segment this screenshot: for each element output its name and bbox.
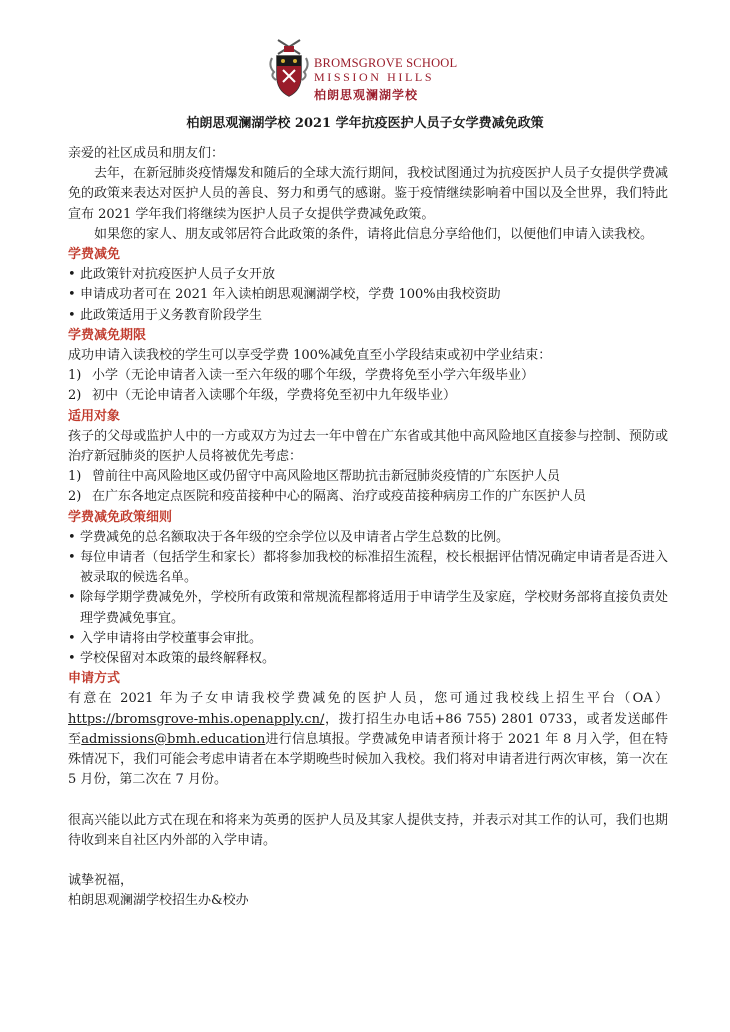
- bullet-icon: •: [68, 590, 76, 606]
- list-item: • 此政策适用于义务教育阶段学生: [68, 306, 668, 326]
- bullet-icon: •: [68, 630, 76, 646]
- section-heading-eligibility: 适用对象: [68, 408, 121, 424]
- document-title: 柏朗思观澜湖学校 2021 学年抗疫医护人员子女学费减免政策: [186, 116, 544, 131]
- section-intro: 成功申请入读我校的学生可以享受学费 100%减免直至小学段结束或初中学业结束：: [68, 348, 552, 364]
- bullet-icon: •: [68, 287, 76, 303]
- spacer: [68, 851, 668, 871]
- application-paragraph: 有意在 2021 年为子女申请我校学费减免的医护人员，您可通过我校线上招生平台（OA）https://bromsgrove-mhis.openapply.cn/，拨打招生办电话+86 755) 2801 0733，或者发送邮件至admissions@bmh.education进行信息填报。学费减免申请者预计将于 2021 年 8 月入学，但在特殊情况下，我们可能会考虑申请者在本学期晚些时候加入我校。我们将对申请者进行两次审核，第一次在 5 月份，第二次在 7 月份。: [68, 691, 668, 788]
- signoff: 诚挚祝福，: [68, 872, 134, 888]
- section-heading-tuition-waiver: 学费减免: [68, 247, 121, 263]
- bullet-icon: •: [68, 651, 76, 667]
- list-item: • 申请成功者可在 2021 年入读柏朗思观澜湖学校，学费 100%由我校资助: [68, 285, 668, 305]
- closing-paragraph: 很高兴能以此方式在现在和将来为英勇的医护人员及其家人提供支持，并表示对其工作的认可，我们也期待收到来自社区内外部的入学申请。: [68, 812, 668, 848]
- bullet-icon: •: [68, 529, 76, 545]
- school-logo: [268, 36, 488, 106]
- paragraph-share: 如果您的家人、朋友或邻居符合此政策的条件，请将此信息分享给他们，以便他们申请入读我校。: [94, 226, 654, 242]
- section-heading-how-to-apply: 申请方式: [68, 671, 121, 687]
- signature: 柏朗思观澜湖学校招生办&校办: [68, 893, 249, 909]
- document-body: [68, 144, 668, 911]
- bullet-icon: •: [68, 307, 76, 323]
- school-crest-icon: [268, 36, 310, 98]
- list-item: • 学校保留对本政策的最终解释权。: [68, 649, 668, 669]
- school-name-cn: 柏朗思观澜湖学校: [314, 88, 419, 102]
- school-name-en-line2: MISSION HILLS: [314, 70, 435, 84]
- list-item: 1) 曾前往中高风险地区或仍留守中高风险地区帮助抗击新冠肺炎疫情的广东医护人员: [68, 469, 561, 485]
- section-heading-waiver-period: 学费减免期限: [68, 327, 147, 343]
- list-item: • 除每学期学费减免外，学校所有政策和常规流程都将适用于申请学生及家庭，学校财务部将直接负责处理学费减免事宜。: [68, 590, 668, 626]
- school-name-en-line1: BROMSGROVE SCHOOL: [314, 56, 458, 70]
- list-item: • 入学申请将由学校董事会审批。: [68, 629, 668, 649]
- list-item: 2) 初中（无论申请者入读哪个年级，学费将免至初中九年级毕业）: [68, 388, 457, 404]
- section-heading-policy-details: 学费减免政策细则: [68, 509, 173, 525]
- bullet-icon: •: [68, 267, 76, 283]
- list-item: 2) 在广东各地定点医院和疫苗接种中心的隔离、治疗或疫苗接种病房工作的广东医护人员: [68, 489, 587, 505]
- paragraph-intro: 去年，在新冠肺炎疫情爆发和随后的全球大流行期间，我校试图通过为抗疫医护人员子女提供学费减免的政策来表达对医护人员的善良、努力和勇气的感谢。鉴于疫情继续影响着中国以及全世界，我们特此宣布 2021 学年我们将继续为医护人员子女提供学费减免政策。: [68, 166, 668, 222]
- section-intro: 孩子的父母或监护人中的一方或双方为过去一年中曾在广东省或其他中高风险地区直接参与控制、预防或治疗新冠肺炎的医护人员将被优先考虑：: [68, 428, 668, 465]
- list-item: • 每位申请者（包括学生和家长）都将参加我校的标准招生流程，校长根据评估情况确定申请者是否进入被录取的候选名单。: [68, 550, 668, 586]
- list-item: • 此政策针对抗疫医护人员子女开放: [68, 265, 668, 285]
- bullet-icon: •: [68, 550, 76, 566]
- list-item: 1) 小学（无论申请者入读一至六年级的哪个年级，学费将免至小学六年级毕业）: [68, 368, 535, 384]
- admissions-email-link[interactable]: admissions@bmh.education: [81, 731, 266, 747]
- spacer: [68, 791, 668, 811]
- openapply-link[interactable]: https://bromsgrove-mhis.openapply.cn/: [68, 711, 325, 727]
- list-item: • 学费减免的总名额取决于各年级的空余学位以及申请者占学生总数的比例。: [68, 528, 668, 548]
- greeting: 亲爱的社区成员和朋友们：: [68, 146, 225, 161]
